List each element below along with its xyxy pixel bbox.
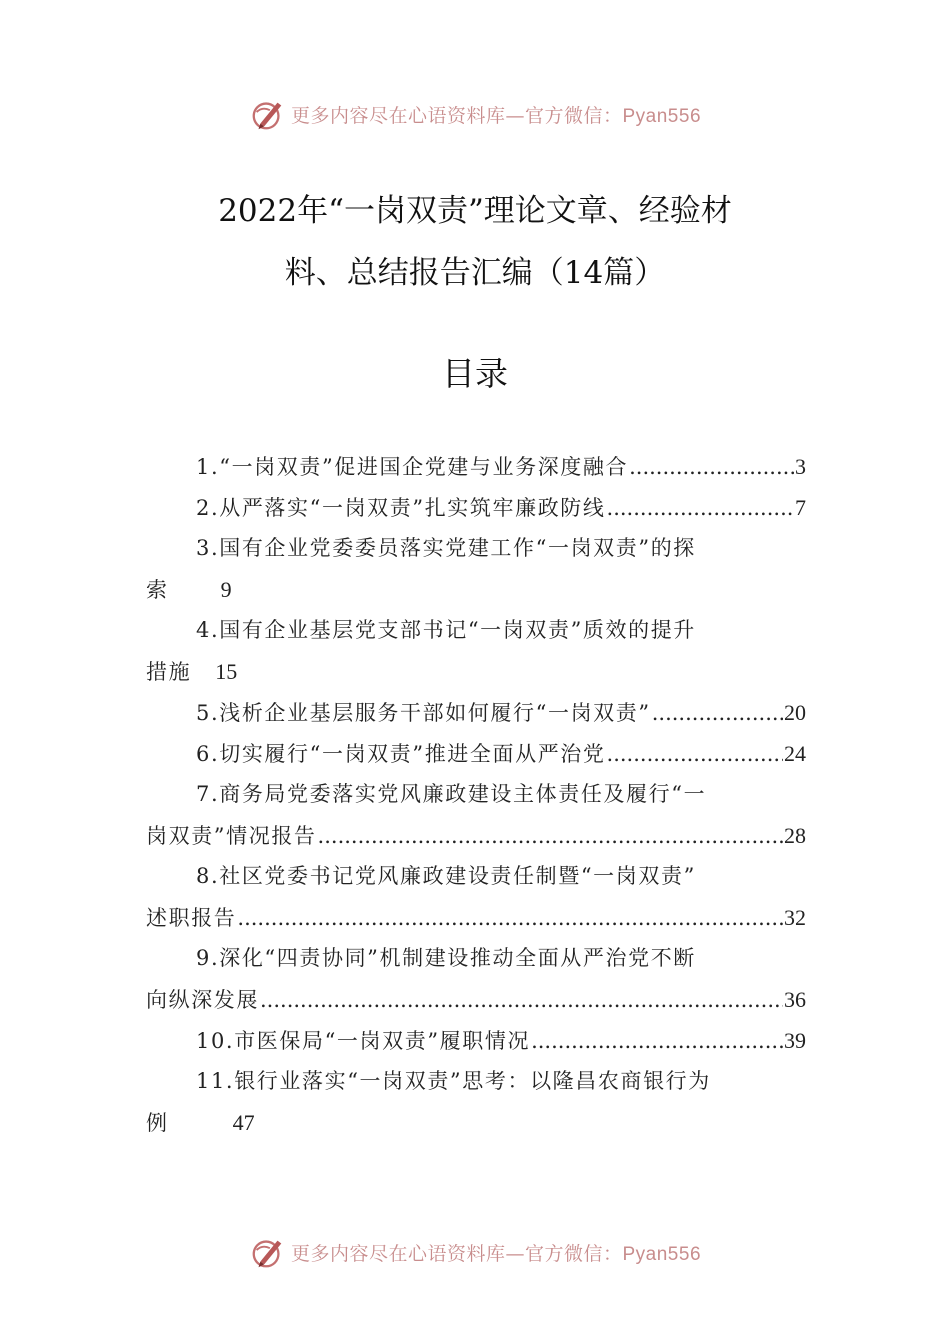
toc-entry-text: 7.商务局党委落实党风廉政建设主体责任及履行“一 xyxy=(196,782,707,806)
toc-page-number: 47 xyxy=(232,1110,255,1135)
toc-entry-text: 5.浅析企业基层服务干部如何履行“一岗双责” xyxy=(196,701,651,725)
toc-heading: 目录 xyxy=(442,354,508,393)
toc-page-number: 15 xyxy=(215,659,238,684)
header-watermark xyxy=(0,94,950,134)
toc-entry-1[interactable] xyxy=(146,446,806,487)
toc-entry-4[interactable] xyxy=(146,610,806,692)
toc-entry-9[interactable] xyxy=(146,938,806,1020)
toc-entry-text: 1.“一岗双责”促进国企党建与业务深度融合 xyxy=(196,455,629,479)
toc-entry-text: 9.深化“四责协同”机制建设推动全面从严治党不断 xyxy=(196,946,696,970)
leader-dots xyxy=(629,447,794,488)
toc-entry-text-cont: 索 xyxy=(146,578,169,602)
toc-entry-7[interactable] xyxy=(146,774,806,856)
pen-logo-icon xyxy=(249,1233,287,1271)
toc-page-number: 3 xyxy=(795,454,806,479)
footer-watermark xyxy=(0,1232,950,1272)
toc-entry-text: 6.切实履行“一岗双责”推进全面从严治党 xyxy=(196,742,606,766)
leader-dots xyxy=(318,816,783,857)
toc-entry-11[interactable] xyxy=(146,1061,806,1143)
toc-page-number: 39 xyxy=(784,1028,806,1053)
wechat-id: Pyan556 xyxy=(622,105,702,127)
toc-entry-text: 10.市医保局“一岗双责”履职情况 xyxy=(196,1029,531,1053)
toc-page-number: 36 xyxy=(784,987,806,1012)
document-title xyxy=(0,180,950,304)
wechat-id: Pyan556 xyxy=(622,1243,702,1265)
toc-entry-text: 3.国有企业党委委员落实党建工作“一岗双责”的探 xyxy=(196,536,696,560)
watermark-text: 更多内容尽在心语资料库—官方微信：Pyan556 xyxy=(290,104,702,127)
toc-page-number: 28 xyxy=(784,823,806,848)
toc-page-number: 24 xyxy=(784,741,806,766)
toc-entry-10[interactable] xyxy=(146,1020,806,1061)
title-line-1: 2022年“一岗双责”理论文章、经验材 xyxy=(218,193,732,229)
toc-page-number: 7 xyxy=(795,495,806,520)
toc-entry-5[interactable] xyxy=(146,692,806,733)
title-line-2: 料、总结报告汇编（14篇） xyxy=(284,255,666,291)
leader-dots xyxy=(607,488,794,529)
toc-page-number: 9 xyxy=(220,577,232,602)
watermark-text: 更多内容尽在心语资料库—官方微信：Pyan556 xyxy=(290,1242,702,1265)
pen-logo-icon xyxy=(249,95,287,133)
toc-entry-text-cont: 向纵深发展 xyxy=(146,988,259,1012)
toc-entry-text: 11.银行业落实“一岗双责”思考：以隆昌农商银行为 xyxy=(196,1069,711,1093)
toc-entry-6[interactable] xyxy=(146,733,806,774)
leader-dots xyxy=(237,898,783,939)
toc-entry-text: 2.从严落实“一岗双责”扎实筑牢廉政防线 xyxy=(196,496,606,520)
leader-dots xyxy=(607,734,783,775)
table-of-contents xyxy=(146,446,806,1143)
toc-page-number: 20 xyxy=(784,700,806,725)
toc-entry-text-cont: 措施 xyxy=(146,660,192,684)
leader-dots xyxy=(531,1021,783,1062)
leader-dots xyxy=(260,980,783,1021)
leader-dots xyxy=(652,693,783,734)
toc-entry-8[interactable] xyxy=(146,856,806,938)
toc-page-number: 32 xyxy=(784,905,806,930)
toc-entry-text: 4.国有企业基层党支部书记“一岗双责”质效的提升 xyxy=(196,618,696,642)
toc-entry-text-cont: 岗双责”情况报告 xyxy=(146,824,317,848)
toc-entry-3[interactable] xyxy=(146,528,806,610)
toc-entry-text-cont: 例 xyxy=(146,1111,169,1135)
toc-entry-text-cont: 述职报告 xyxy=(146,906,237,930)
toc-entry-2[interactable] xyxy=(146,487,806,528)
toc-entry-text: 8.社区党委书记党风廉政建设责任制暨“一岗双责” xyxy=(196,864,696,888)
